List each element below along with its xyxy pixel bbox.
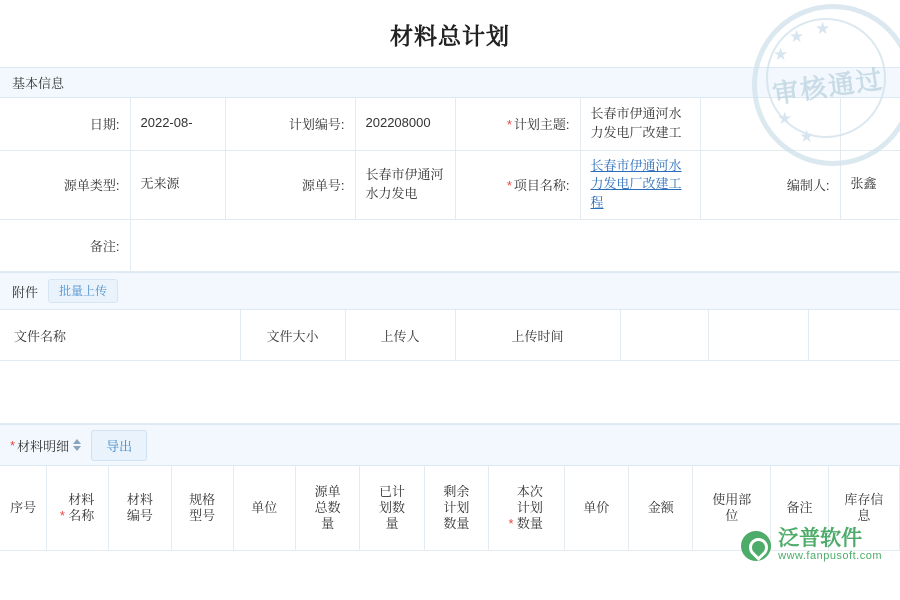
plan-no-value[interactable]: 202208000 xyxy=(355,98,455,150)
material-detail-table xyxy=(0,466,900,551)
required-marker: * xyxy=(59,508,65,524)
source-no-label: 源单号: xyxy=(225,150,355,220)
stamp-star-icon: ★ xyxy=(773,45,789,64)
sort-toggle-icon[interactable] xyxy=(73,439,81,451)
col-source-total-qty: 源单总数量 xyxy=(295,466,359,551)
brand-site: www.fanpusoft.com xyxy=(778,549,882,562)
plan-subject-label xyxy=(455,98,580,150)
remark-label: 备注: xyxy=(0,220,130,272)
remark-value[interactable] xyxy=(130,220,900,272)
material-detail-section-header xyxy=(0,424,900,466)
source-type-label: 源单类型: xyxy=(0,150,130,220)
page-title: 材料总计划 xyxy=(390,23,510,49)
col-unit-price: 单价 xyxy=(564,466,628,551)
source-no-value[interactable]: 长春市伊通河水力发电 xyxy=(355,150,455,220)
col-usage-part: 使用部位 xyxy=(693,466,771,551)
col-current-plan-qty: *本次计划数量 xyxy=(489,466,565,551)
creator-label: 编制人: xyxy=(700,150,840,220)
basic-info-section-header: 基本信息 xyxy=(0,67,900,98)
material-detail-header-row xyxy=(0,466,900,551)
stamp-text: 审核通过 xyxy=(770,63,886,110)
material-detail-title: 材料明细 xyxy=(17,438,70,454)
project-name-label-text: 项目名称: xyxy=(513,178,570,194)
basic-info-table xyxy=(0,98,900,272)
source-type-value[interactable]: 无来源 xyxy=(130,150,225,220)
stamp-star-icon: ★ xyxy=(777,109,793,128)
attachment-header-row xyxy=(0,310,900,361)
project-name-label xyxy=(455,150,580,220)
col-unit: 单位 xyxy=(233,466,295,551)
col-material-code: 材料编号 xyxy=(109,466,171,551)
required-marker: * xyxy=(506,178,512,194)
attachment-col-extra-1 xyxy=(620,310,708,361)
stamp-star-icon: ★ xyxy=(815,19,831,38)
date-value[interactable]: 2022-08- xyxy=(130,98,225,150)
col-amount: 金额 xyxy=(629,466,693,551)
col-stock-info: 库存信息 xyxy=(828,466,899,551)
brand-name: 泛普软件 xyxy=(778,526,863,550)
attachment-col-file-size: 文件大小 xyxy=(240,310,345,361)
attachment-section-header xyxy=(0,272,900,310)
attachment-label: 附件 xyxy=(12,284,39,300)
attachment-col-uploader: 上传人 xyxy=(345,310,455,361)
attachment-col-extra-2 xyxy=(708,310,808,361)
required-marker: * xyxy=(508,516,514,532)
col-material-name: *材料名称 xyxy=(47,466,109,551)
empty-cell-1 xyxy=(700,98,840,150)
stamp-star-icon: ★ xyxy=(789,27,805,46)
col-remark: 备注 xyxy=(771,466,829,551)
batch-upload-button[interactable]: 批量上传 xyxy=(48,279,118,303)
attachment-table xyxy=(0,310,900,361)
col-planned-qty: 已计划数量 xyxy=(360,466,424,551)
attachment-empty-body xyxy=(0,361,900,424)
col-remaining-plan-qty: 剩余计划数量 xyxy=(424,466,488,551)
plan-subject-value[interactable]: 长春市伊通河水力发电厂改建工 xyxy=(580,98,700,150)
creator-value[interactable]: 张鑫 xyxy=(840,150,900,220)
attachment-col-file-name: 文件名称 xyxy=(0,310,240,361)
plan-subject-label-text: 计划主题: xyxy=(513,117,570,133)
project-name-value-cell xyxy=(580,150,700,220)
required-marker: * xyxy=(10,437,16,453)
empty-cell-2 xyxy=(840,98,900,150)
col-seq: 序号 xyxy=(0,466,47,551)
date-label: 日期: xyxy=(0,98,130,150)
project-name-link[interactable]: 长春市伊通河水力发电厂改建工程 xyxy=(590,157,682,211)
required-marker: * xyxy=(506,117,512,133)
stamp-star-icon: ★ xyxy=(799,127,815,146)
attachment-col-extra-3 xyxy=(808,310,900,361)
export-button[interactable]: 导出 xyxy=(91,430,147,461)
col-spec-model: 规格型号 xyxy=(171,466,233,551)
attachment-col-upload-time: 上传时间 xyxy=(455,310,620,361)
plan-no-label: 计划编号: xyxy=(225,98,355,150)
